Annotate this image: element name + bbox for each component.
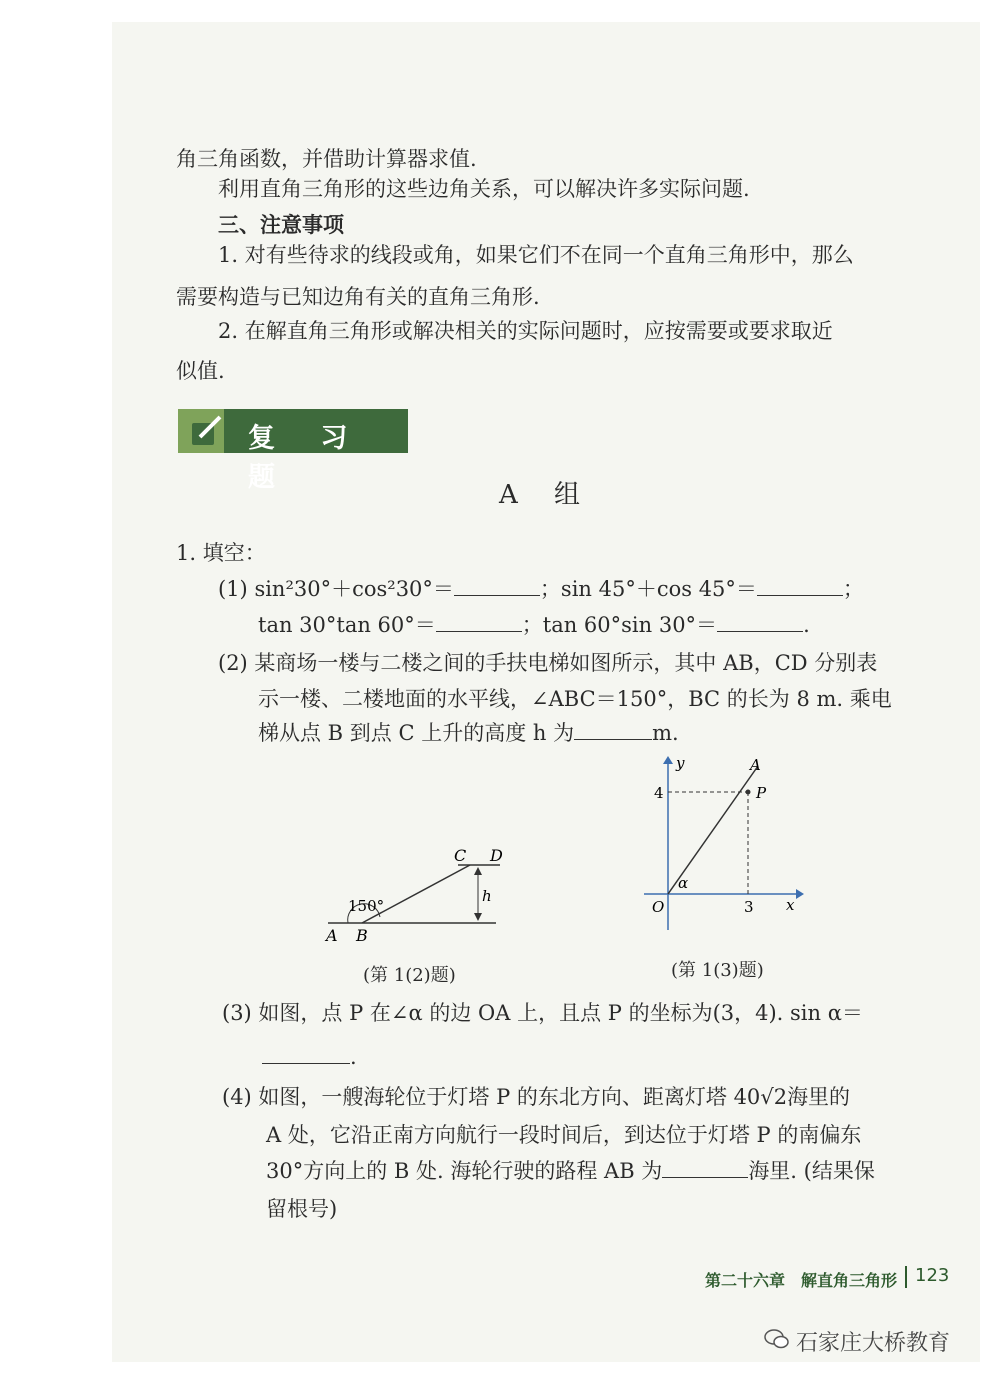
q1-part1-expr3: tan 30°tan 60°＝ <box>258 613 436 637</box>
q1-part1-sep: ； <box>842 577 864 601</box>
angle-label: 150° <box>348 897 385 915</box>
watermark-text: 石家庄大桥教育 <box>796 1331 951 1356</box>
q1-part1-line1 <box>218 576 864 602</box>
q1-part4-text1: (4) 如图，一艘海轮位于灯塔 P 的东北方向、距离灯塔 40 <box>222 1085 761 1109</box>
note-2-line-1: 2. 在解直角三角形或解决相关的实际问题时，应按需要或要求取近 <box>218 319 833 343</box>
label-y: y <box>676 754 685 772</box>
label-o: O <box>652 898 665 916</box>
body-line-2: 利用直角三角形的这些边角关系，可以解决许多实际问题. <box>218 177 750 201</box>
answer-blank[interactable] <box>717 613 803 632</box>
q1-part2-line1: (2) 某商场一楼与二楼之间的手扶电梯如图所示，其中 AB，CD 分别表 <box>218 651 878 675</box>
q1-part1-end: . <box>803 613 810 637</box>
coordinate-figure <box>638 752 808 937</box>
q1-intro: 1. 填空： <box>176 541 266 565</box>
note-1-line-2: 需要构造与已知边角有关的直角三角形. <box>176 285 540 309</box>
q1-part1-label: (1) <box>218 577 248 601</box>
q1-part4-text1b: 海里的 <box>787 1085 851 1109</box>
sqrt-two: √2 <box>760 1085 788 1109</box>
figure2-caption: (第 1(3)题) <box>671 960 764 981</box>
q1-part4-line1 <box>222 1084 850 1110</box>
footer-divider <box>905 1266 907 1288</box>
q1-part2-line2: 示一楼、二楼地面的水平线，∠ABC＝150°，BC 的长为 8 m. 乘电 <box>258 687 892 711</box>
banner-title: 复 习 题 <box>248 423 366 493</box>
q1-part2-line3 <box>258 720 679 746</box>
q1-part4-text3: 30°方向上的 B 处. 海轮行驶的路程 AB 为 <box>266 1159 663 1183</box>
group-heading: A 组 <box>499 480 595 510</box>
pencil-check-icon <box>186 413 226 449</box>
q1-part4-text3b: 海里. (结果保 <box>748 1159 875 1183</box>
label-b: B <box>356 926 368 945</box>
tick-3: 3 <box>744 898 754 916</box>
label-a-ray: A <box>750 756 761 774</box>
escalator-figure <box>318 845 508 945</box>
label-alpha: α <box>678 874 689 892</box>
label-c: C <box>454 846 467 865</box>
q1-part3-end: . <box>350 1045 357 1069</box>
label-d: D <box>490 846 503 865</box>
q1-part3-line2 <box>262 1044 357 1070</box>
note-1-line-1: 1. 对有些待求的线段或角，如果它们不在同一个直角三角形中，那么 <box>218 243 854 267</box>
label-p: P <box>756 784 767 802</box>
q1-part1-expr2: ；sin 45°＋cos 45°＝ <box>539 577 757 601</box>
page-number: 123 <box>915 1265 950 1286</box>
q1-part3-line1: (3) 如图，点 P 在∠α 的边 OA 上，且点 P 的坐标为(3，4). sin α＝ <box>222 1001 863 1025</box>
note-2-line-2: 似值. <box>176 359 225 383</box>
q1-part4-line3 <box>266 1158 875 1184</box>
answer-blank[interactable] <box>574 721 652 740</box>
q1-part2-unit: m. <box>652 721 679 745</box>
answer-blank[interactable] <box>454 577 540 596</box>
wechat-icon <box>764 1326 790 1352</box>
answer-blank[interactable] <box>262 1045 350 1064</box>
answer-blank[interactable] <box>662 1159 748 1178</box>
q1-part4-line2: A 处，它沿正南方向航行一段时间后，到达位于灯塔 P 的南偏东 <box>266 1123 862 1147</box>
q1-part1-line2 <box>258 612 810 638</box>
body-line-1: 角三角函数，并借助计算器求值. <box>176 147 477 171</box>
label-x: x <box>786 896 795 914</box>
q1-part4-line4: 留根号) <box>266 1197 338 1221</box>
q1-part2-text: 梯从点 B 到点 C 上升的高度 h 为 <box>258 721 575 745</box>
chapter-title: 第二十六章 解直角三角形 <box>705 1271 898 1290</box>
figure1-caption: (第 1(2)题) <box>363 965 456 986</box>
tick-4: 4 <box>654 784 664 802</box>
label-a: A <box>326 926 338 945</box>
q1-part1-expr1: sin²30°＋cos²30°＝ <box>254 577 454 601</box>
section-title-notes: 三、注意事项 <box>218 212 344 237</box>
review-banner <box>178 409 408 493</box>
answer-blank[interactable] <box>757 577 843 596</box>
q1-part1-expr4: ；tan 60°sin 30°＝ <box>521 613 718 637</box>
label-h: h <box>482 887 492 905</box>
answer-blank[interactable] <box>436 613 522 632</box>
